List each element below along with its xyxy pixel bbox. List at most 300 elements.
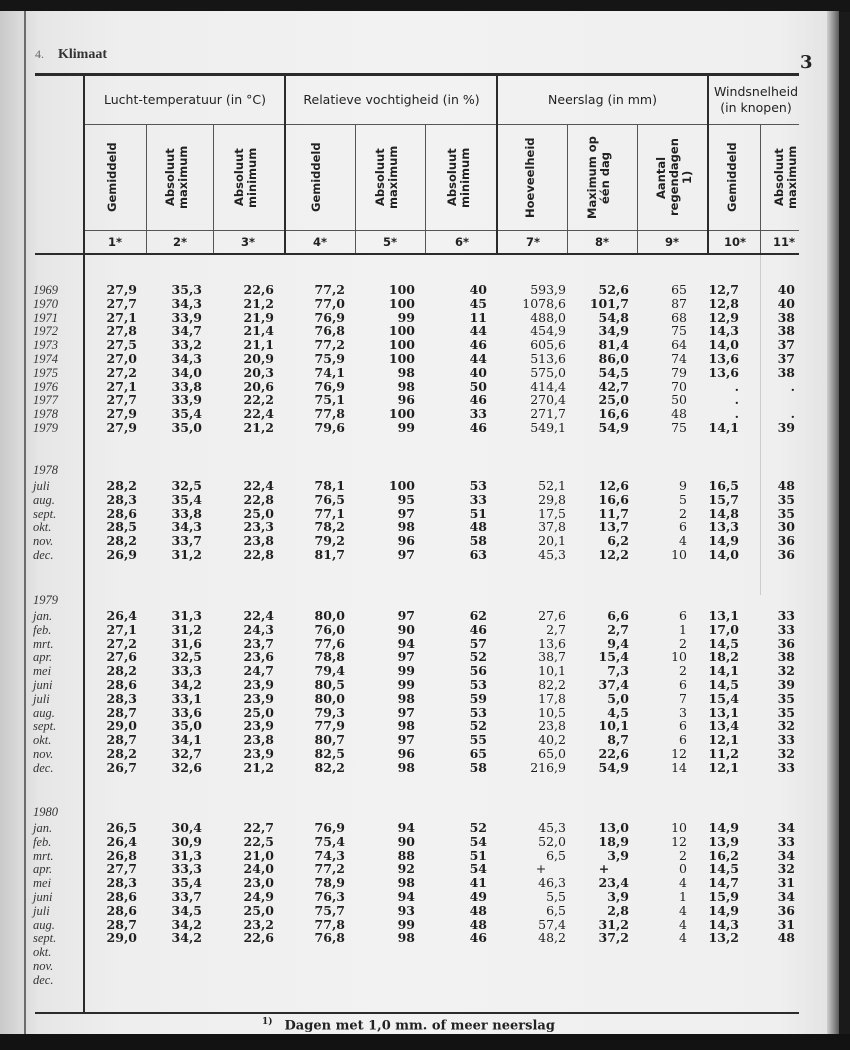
table-cell-col-7: 45,3	[538, 547, 566, 562]
table-cell-col-6: 40	[469, 364, 487, 380]
table-cell-col-3: 22,2	[243, 392, 274, 408]
table-cell-col-8: 86,0	[598, 351, 629, 366]
table-row	[0, 835, 820, 849]
table-cell-col-4: 78,1	[314, 478, 345, 493]
table-cell-col-8: 54,5	[598, 364, 629, 380]
table-cell-col-4: 78,2	[314, 519, 345, 535]
table-row	[0, 548, 820, 562]
row-label: nov.	[33, 534, 54, 549]
table-cell-col-11: 35	[777, 491, 795, 507]
table-cell-col-5: 100	[388, 337, 415, 353]
table-cell-col-2: 33,3	[171, 663, 202, 679]
table-cell-col-9: 79	[671, 364, 687, 380]
table-cell-col-2: 35,4	[171, 406, 202, 422]
table-cell-col-3: 24,9	[243, 889, 274, 904]
table-cell-col-7: 65,0	[538, 746, 566, 761]
table-cell-col-8: 54,8	[598, 309, 629, 325]
table-cell-col-11: 38	[777, 364, 795, 380]
table-cell-col-1: 28,6	[106, 505, 137, 521]
table-cell-col-10: 14,1	[708, 420, 739, 435]
table-cell-col-7: 40,2	[538, 732, 566, 748]
section-number: 4.	[35, 47, 44, 61]
table-cell-col-6: 53	[469, 478, 487, 493]
table-cell-col-9: 0	[679, 861, 687, 877]
table-cell-col-4: 75,9	[314, 351, 345, 366]
table-cell-col-5: 98	[397, 519, 415, 535]
row-label: mrt.	[33, 636, 54, 651]
table-cell-col-9: 75	[671, 420, 687, 435]
table-cell-col-1: 26,5	[106, 820, 137, 835]
table-cell-col-6: 46	[469, 420, 487, 435]
table-cell-col-4: 76,9	[314, 309, 345, 325]
row-label: juli	[33, 691, 50, 706]
table-cell-col-7: 52,1	[538, 478, 566, 493]
table-cell-col-4: 78,8	[314, 649, 345, 665]
table-cell-col-8: 5,0	[607, 690, 629, 706]
table-cell-col-3: 23,3	[243, 519, 274, 535]
table-cell-col-7: 549,1	[530, 420, 566, 435]
table-cell-col-6: 58	[469, 533, 487, 549]
table-cell-col-4: 77,2	[314, 282, 345, 297]
table-cell-col-5: 97	[397, 732, 415, 748]
table-cell-col-10: 17,0	[708, 621, 739, 637]
table-cell-col-3: 22,4	[243, 608, 274, 623]
table-row	[0, 623, 820, 637]
table-cell-col-4: 81,7	[314, 547, 345, 562]
table-cell-col-2: 31,3	[171, 847, 202, 863]
group-label-precipitation: Neerslag (in mm)	[548, 92, 657, 107]
table-cell-col-11: 48	[777, 478, 795, 493]
table-cell-col-4: 80,7	[314, 732, 345, 748]
colnum-divider-rule	[83, 230, 799, 231]
table-cell-col-10: 13,9	[708, 833, 739, 849]
table-cell-col-6: 46	[469, 337, 487, 353]
row-label: jan.	[33, 609, 53, 623]
table-cell-col-8: 31,2	[598, 916, 629, 932]
table-cell-col-2: 33,9	[171, 392, 202, 408]
table-cell-col-1: 26,4	[106, 608, 137, 623]
table-cell-col-7: 605,6	[530, 337, 566, 353]
table-cell-col-6: 53	[469, 704, 487, 720]
row-label: apr.	[33, 650, 53, 665]
col-num-9: 9*	[664, 235, 679, 249]
row-label: juni	[33, 890, 53, 904]
table-cell-col-7: 52,0	[538, 833, 566, 849]
table-cell-col-5: 99	[397, 677, 415, 692]
table-cell-col-8: 34,9	[598, 323, 629, 339]
table-cell-col-8: 37,2	[598, 930, 629, 946]
table-cell-col-3: 25,0	[243, 902, 274, 918]
row-label: mei	[33, 664, 52, 679]
table-cell-col-1: 28,7	[106, 916, 137, 932]
table-cell-col-7: 593,9	[530, 282, 566, 297]
table-cell-col-3: 20,3	[243, 364, 274, 380]
row-label: feb.	[33, 834, 52, 849]
table-cell-col-4: 79,3	[314, 704, 345, 720]
row-label: aug.	[33, 917, 55, 932]
row-label: 1975	[33, 365, 58, 380]
section-title	[35, 47, 107, 63]
table-cell-col-7: 82,2	[538, 677, 566, 692]
row-label: 1979	[33, 421, 58, 435]
table-cell-col-6: 52	[469, 649, 487, 665]
table-row	[0, 297, 820, 311]
table-cell-col-6: 54	[469, 833, 487, 849]
table-cell-col-6: 33	[469, 406, 487, 422]
table-cell-col-7: +	[535, 861, 547, 877]
table-cell-col-3: 24,0	[243, 861, 274, 877]
table-cell-col-5: 98	[397, 930, 415, 946]
col-label-9: Aantal regendagen 1)	[654, 138, 694, 217]
scan-bottom-border	[0, 1034, 850, 1050]
row-label: aug.	[33, 705, 55, 720]
table-cell-col-9: 1	[679, 621, 687, 637]
table-cell-col-10: 12,1	[708, 759, 739, 775]
table-cell-col-1: 26,7	[106, 759, 137, 775]
table-cell-col-11: 36	[777, 533, 795, 549]
table-cell-col-10: 13,1	[708, 704, 739, 720]
row-label: mei	[33, 876, 52, 891]
col-divider	[355, 125, 356, 253]
col-num-10: 10*	[723, 235, 747, 249]
row-label: 1974	[33, 352, 58, 366]
header-bottom-rule	[35, 253, 799, 255]
table-cell-col-9: 68	[671, 309, 687, 325]
row-label: 1978	[33, 407, 58, 422]
table-cell-col-2: 34,5	[171, 902, 202, 918]
table-cell-col-1: 27,9	[106, 282, 137, 297]
table-cell-col-1: 28,3	[106, 491, 137, 507]
table-cell-col-1: 28,6	[106, 902, 137, 918]
table-cell-col-1: 27,1	[106, 378, 137, 394]
table-cell-col-7: 45,3	[538, 820, 566, 835]
table-cell-col-9: 4	[679, 916, 687, 932]
table-cell-col-9: 50	[671, 392, 687, 408]
table-cell-col-3: 22,4	[243, 406, 274, 422]
table-cell-col-2: 35,3	[171, 282, 202, 297]
table-cell-col-11: 37	[777, 337, 795, 353]
table-cell-col-9: 4	[679, 930, 687, 946]
table-cell-col-8: 13,7	[598, 519, 629, 535]
table-cell-col-9: 4	[679, 533, 687, 549]
table-cell-col-11: 39	[777, 677, 795, 692]
row-label: feb.	[33, 622, 52, 637]
table-cell-col-1: 27,2	[106, 635, 137, 651]
table-cell-col-3: 23,6	[243, 649, 274, 665]
table-cell-col-6: 57	[469, 635, 487, 651]
table-cell-col-3: 22,8	[243, 547, 274, 562]
col-num-2: 2*	[172, 235, 187, 249]
table-cell-col-10: 16,5	[708, 478, 739, 493]
table-cell-col-10: 14,0	[708, 337, 739, 353]
table-cell-col-5: 97	[397, 704, 415, 720]
table-cell-col-2: 33,7	[171, 889, 202, 904]
col-divider	[637, 125, 638, 253]
table-cell-col-1: 26,4	[106, 833, 137, 849]
group-divider-rule	[83, 124, 799, 125]
table-cell-col-6: 46	[469, 930, 487, 946]
row-label: apr.	[33, 862, 53, 877]
table-cell-col-5: 90	[397, 833, 415, 849]
table-cell-col-3: 23,2	[243, 916, 274, 932]
table-cell-col-7: 1078,6	[522, 295, 566, 311]
table-cell-col-4: 82,5	[314, 746, 345, 761]
table-cell-col-10: 14,8	[708, 505, 739, 521]
table-cell-col-1: 28,2	[106, 746, 137, 761]
table-cell-col-2: 34,1	[171, 732, 202, 748]
table-cell-col-1: 28,7	[106, 732, 137, 748]
table-cell-col-4: 77,6	[314, 635, 345, 651]
row-label: 1971	[33, 310, 58, 325]
row-label: aug.	[33, 492, 55, 507]
table-cell-col-11: 36	[777, 547, 795, 562]
table-cell-col-8: 10,1	[598, 718, 629, 734]
col-num-11: 11*	[772, 235, 796, 249]
table-cell-col-10: .	[734, 378, 739, 394]
table-cell-col-7: 216,9	[530, 759, 566, 775]
table-cell-col-3: 23,8	[243, 533, 274, 549]
table-cell-col-8: 101,7	[589, 295, 629, 311]
table-cell-col-8: 81,4	[598, 337, 629, 353]
table-cell-col-9: 9	[679, 478, 687, 493]
group-label-temperature: Lucht-temperatuur (in °C)	[103, 92, 267, 107]
table-cell-col-11: .	[790, 406, 795, 422]
table-cell-col-6: 41	[469, 875, 487, 891]
table-cell-col-6: 52	[469, 718, 487, 734]
table-cell-col-9: 74	[671, 351, 687, 366]
table-cell-col-5: 96	[397, 746, 415, 761]
table-cell-col-4: 74,3	[314, 847, 345, 863]
table-cell-col-6: 51	[469, 847, 487, 863]
table-cell-col-3: 23,9	[243, 718, 274, 734]
table-cell-col-2: 31,3	[171, 608, 202, 623]
table-cell-col-10: 13,6	[708, 351, 739, 366]
table-cell-col-11: 34	[777, 847, 795, 863]
table-cell-col-10: 14,9	[708, 533, 739, 549]
table-cell-col-9: 12	[671, 746, 687, 761]
table-cell-col-4: 80,0	[314, 608, 345, 623]
table-cell-col-8: 6,6	[607, 608, 629, 623]
table-cell-col-6: 45	[469, 295, 487, 311]
table-cell-col-8: 37,4	[598, 677, 629, 692]
table-cell-col-7: 513,6	[530, 351, 566, 366]
table-cell-col-7: 414,4	[530, 378, 566, 394]
table-cell-col-5: 100	[388, 351, 415, 366]
table-cell-col-3: 23,9	[243, 690, 274, 706]
row-label: 1972	[33, 324, 58, 339]
table-cell-col-10: 16,2	[708, 847, 739, 863]
table-cell-col-2: 33,8	[171, 378, 202, 394]
row-label: jan.	[33, 821, 53, 835]
table-cell-col-11: 34	[777, 820, 795, 835]
row-label: 1976	[33, 379, 58, 394]
table-cell-col-2: 34,3	[171, 295, 202, 311]
table-cell-col-10: 13,1	[708, 608, 739, 623]
table-cell-col-9: 2	[679, 663, 687, 679]
table-cell-col-1: 27,1	[106, 309, 137, 325]
col-label-3: Absoluut minimum	[232, 147, 259, 208]
table-cell-col-3: 23,8	[243, 732, 274, 748]
table-cell-col-5: 99	[397, 916, 415, 932]
table-row	[0, 678, 820, 692]
table-cell-col-4: 79,2	[314, 533, 345, 549]
col-label-10: Gemiddeld	[725, 142, 739, 213]
table-cell-col-5: 88	[397, 847, 415, 863]
table-cell-col-1: 27,7	[106, 861, 137, 877]
table-cell-col-10: 12,1	[708, 732, 739, 748]
table-cell-col-2: 34,3	[171, 519, 202, 535]
table-cell-col-6: 65	[469, 746, 487, 761]
row-label: sept.	[33, 719, 57, 734]
table-cell-col-6: 63	[469, 547, 487, 562]
table-cell-col-9: 10	[671, 649, 687, 665]
table-cell-col-9: 12	[671, 833, 687, 849]
table-cell-col-4: 76,0	[314, 621, 345, 637]
table-cell-col-7: 575,0	[530, 364, 566, 380]
table-cell-col-1: 27,6	[106, 649, 137, 665]
col-label-7: Hoeveelheid	[523, 137, 537, 218]
table-bottom-rule	[35, 1012, 799, 1014]
table-cell-col-5: 100	[388, 282, 415, 297]
table-cell-col-2: 33,6	[171, 704, 202, 720]
table-cell-col-3: 21,2	[243, 420, 274, 435]
table-cell-col-10: 14,5	[708, 635, 739, 651]
table-cell-col-2: 34,2	[171, 677, 202, 692]
footnote-text: Dagen met 1,0 mm. of meer neerslag	[284, 1018, 555, 1034]
table-cell-col-6: 48	[469, 916, 487, 932]
table-row	[0, 931, 820, 945]
table-cell-col-5: 100	[388, 478, 415, 493]
table-cell-col-4: 77,2	[314, 861, 345, 877]
table-cell-col-11: .	[790, 378, 795, 394]
row-label: sept.	[33, 506, 57, 521]
table-cell-col-6: 56	[469, 663, 487, 679]
table-cell-col-8: 13,0	[598, 820, 629, 835]
table-cell-col-2: 34,7	[171, 323, 202, 339]
table-cell-col-5: 98	[397, 378, 415, 394]
table-cell-col-6: 54	[469, 861, 487, 877]
table-cell-col-10: 13,6	[708, 364, 739, 380]
table-cell-col-2: 35,4	[171, 875, 202, 891]
table-cell-col-9: 10	[671, 547, 687, 562]
table-cell-col-2: 33,9	[171, 309, 202, 325]
table-cell-col-7: 6,5	[546, 902, 566, 918]
table-cell-col-1: 27,2	[106, 364, 137, 380]
col-num-5: 5*	[382, 235, 397, 249]
table-cell-col-10: 14,5	[708, 677, 739, 692]
table-cell-col-9: 6	[679, 519, 687, 535]
table-cell-col-10: .	[734, 392, 739, 408]
table-cell-col-1: 28,5	[106, 519, 137, 535]
table-cell-col-11: 35	[777, 505, 795, 521]
table-cell-col-4: 77,8	[314, 406, 345, 422]
table-cell-col-1: 27,9	[106, 406, 137, 422]
table-cell-col-11: 38	[777, 649, 795, 665]
table-cell-col-4: 76,5	[314, 491, 345, 507]
table-cell-col-4: 77,0	[314, 295, 345, 311]
table-cell-col-10: 13,3	[708, 519, 739, 535]
footnote	[262, 1017, 555, 1033]
table-cell-col-10: 13,4	[708, 718, 739, 734]
table-cell-col-9: 3	[679, 704, 687, 720]
table-cell-col-5: 98	[397, 718, 415, 734]
footnote-marker: 1)	[262, 1017, 273, 1027]
col-num-3: 3*	[240, 235, 255, 249]
table-cell-col-9: 10	[671, 820, 687, 835]
table-cell-col-8: 11,7	[598, 505, 629, 521]
table-cell-col-4: 76,9	[314, 820, 345, 835]
table-cell-col-3: 21,4	[243, 323, 274, 339]
table-cell-col-5: 98	[397, 759, 415, 775]
table-cell-col-1: 27,0	[106, 351, 137, 366]
table-cell-col-1: 26,9	[106, 547, 137, 562]
table-cell-col-7: 23,8	[538, 718, 566, 734]
table-cell-col-6: 52	[469, 820, 487, 835]
group-divider-3	[707, 74, 709, 254]
table-cell-col-5: 97	[397, 608, 415, 623]
table-cell-col-2: 32,6	[171, 759, 202, 775]
table-cell-col-9: 2	[679, 847, 687, 863]
table-cell-col-7: 454,9	[530, 323, 566, 339]
table-cell-col-9: 14	[671, 759, 687, 775]
table-cell-col-10: 15,4	[708, 690, 739, 706]
table-cell-col-5: 94	[397, 635, 415, 651]
table-cell-col-11: 36	[777, 635, 795, 651]
table-cell-col-8: 2,7	[607, 621, 629, 637]
col-label-8: Maximum op één dag	[585, 136, 612, 219]
page-number: 3	[800, 52, 813, 73]
table-cell-col-8: 12,2	[598, 547, 629, 562]
table-cell-col-8: 22,6	[598, 746, 629, 761]
table-cell-col-11: 33	[777, 759, 795, 775]
col-divider	[425, 125, 426, 253]
table-cell-col-3: 22,6	[243, 282, 274, 297]
table-row	[0, 821, 820, 835]
table-cell-col-5: 99	[397, 663, 415, 679]
table-cell-col-5: 97	[397, 505, 415, 521]
row-label: okt.	[33, 733, 52, 748]
table-cell-col-1: 27,7	[106, 295, 137, 311]
table-cell-col-2: 33,3	[171, 861, 202, 877]
table-cell-col-11: 38	[777, 323, 795, 339]
table-cell-col-7: 17,5	[538, 505, 566, 521]
table-cell-col-2: 31,2	[171, 621, 202, 637]
table-cell-col-1: 28,7	[106, 704, 137, 720]
table-cell-col-4: 78,9	[314, 875, 345, 891]
col-label-6: Absoluut minimum	[445, 147, 472, 208]
table-cell-col-5: 93	[397, 902, 415, 918]
table-cell-col-9: 87	[671, 295, 687, 311]
table-cell-col-7: 10,1	[538, 663, 566, 679]
table-cell-col-11: 35	[777, 690, 795, 706]
table-cell-col-5: 100	[388, 323, 415, 339]
table-cell-col-11: 40	[777, 295, 795, 311]
row-label: dec.	[33, 760, 54, 775]
table-cell-col-10: 12,8	[708, 295, 739, 311]
table-cell-col-11: 32	[777, 718, 795, 734]
row-label: 1973	[33, 338, 58, 353]
table-cell-col-8: 16,6	[598, 406, 629, 422]
table-cell-col-9: 6	[679, 718, 687, 734]
row-label: juli	[33, 479, 50, 493]
table-cell-col-1: 27,9	[106, 420, 137, 435]
table-cell-col-10: 15,7	[708, 491, 739, 507]
table-cell-col-8: 25,0	[598, 392, 629, 408]
table-cell-col-6: 51	[469, 505, 487, 521]
table-cell-col-11: 34	[777, 889, 795, 904]
table-cell-col-9: 5	[679, 491, 687, 507]
table-cell-col-7: 2,7	[546, 621, 566, 637]
